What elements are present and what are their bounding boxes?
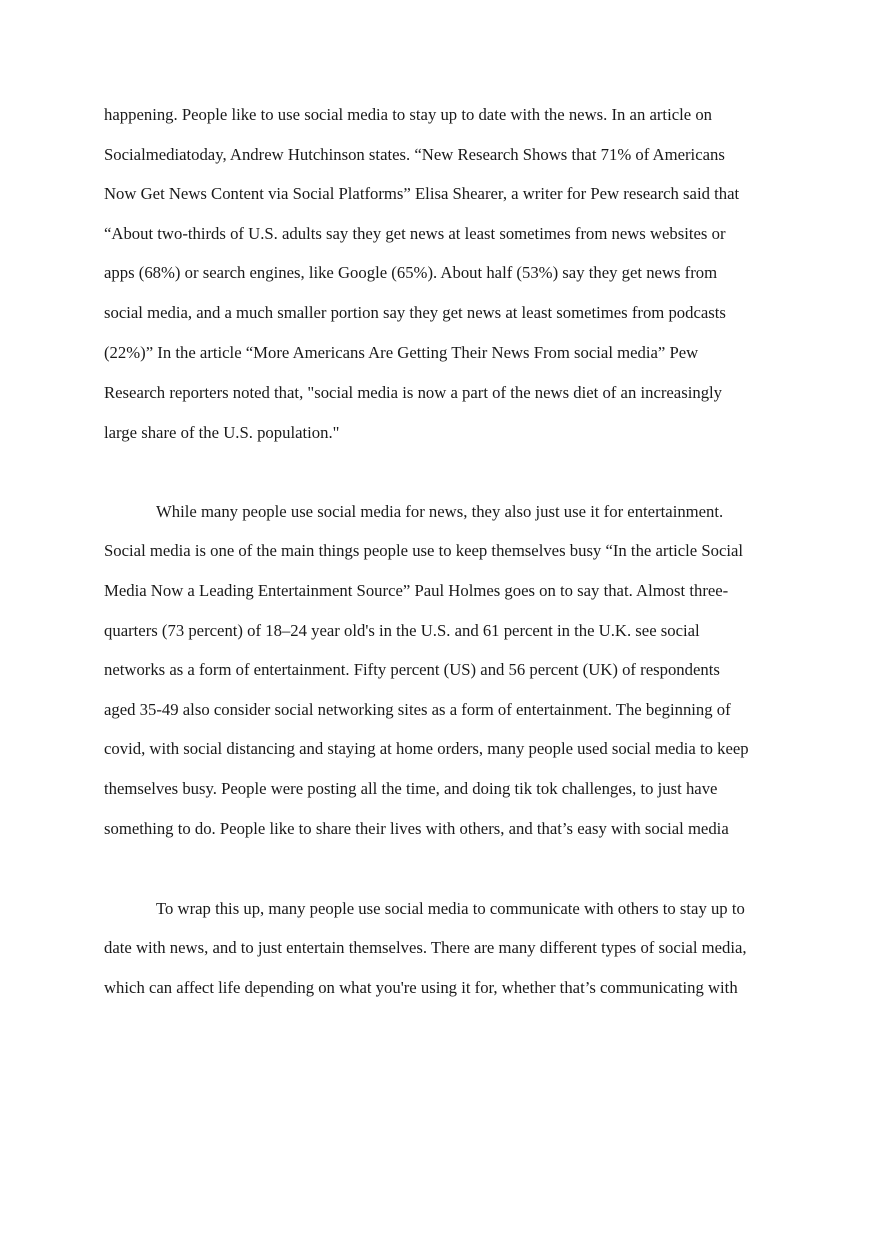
paragraph-1-line-6: social media, and a much smaller portion say they get news at least sometimes from podcasts — [104, 303, 726, 322]
paragraph-3-line-3: which can affect life depending on what you're using it for, whether that’s communicating with — [104, 978, 738, 997]
paragraph-2-line-7: covid, with social distancing and staying at home orders, many people used social media to keep — [104, 739, 749, 758]
paragraph-1-line-3: Now Get News Content via Social Platforms” Elisa Shearer, a writer for Pew research said that — [104, 184, 740, 203]
paragraph-2-line-4: quarters (73 percent) of 18–24 year old's in the U.S. and 61 percent in the U.K. see social — [104, 621, 700, 640]
paragraph-2-line-1: While many people use social media for news, they also just use it for entertainment. — [156, 502, 724, 521]
paragraph-2-line-6: aged 35-49 also consider social networking sites as a form of entertainment. The beginning of — [104, 700, 731, 719]
paragraph-1-line-4: “About two-thirds of U.S. adults say they get news at least sometimes from news websites or — [104, 224, 726, 243]
paragraph-2-line-8: themselves busy. People were posting all the time, and doing tik tok challenges, to just have — [104, 779, 718, 798]
paragraph-1-line-1: happening. People like to use social media to stay up to date with the news. In an article on — [104, 105, 713, 124]
paragraph-2-line-3: Media Now a Leading Entertainment Source” Paul Holmes goes on to say that. Almost three- — [104, 581, 729, 600]
paragraph-1-line-2: Socialmediatoday, Andrew Hutchinson states. “New Research Shows that 71% of Americans — [104, 145, 725, 164]
paragraph-1-line-9: large share of the U.S. population." — [104, 423, 340, 442]
paragraph-1-line-8: Research reporters noted that, "social media is now a part of the news diet of an increasingly — [104, 383, 723, 402]
paragraph-2-line-5: networks as a form of entertainment. Fifty percent (US) and 56 percent (UK) of respondents — [104, 660, 720, 679]
paragraph-3-line-1: To wrap this up, many people use social media to communicate with others to stay up to — [156, 899, 745, 918]
paragraph-2-line-2: Social media is one of the main things people use to keep themselves busy “In the article Social — [104, 541, 744, 560]
paragraph-1-line-5: apps (68%) or search engines, like Google (65%). About half (53%) say they get news from — [104, 263, 718, 282]
paragraph-3-line-2: date with news, and to just entertain themselves. There are many different types of social media, — [104, 938, 747, 957]
paragraph-2-line-9: something to do. People like to share their lives with others, and that’s easy with social media — [104, 819, 729, 838]
paragraph-1-line-7: (22%)” In the article “More Americans Are Getting Their News From social media” Pew — [104, 343, 699, 362]
